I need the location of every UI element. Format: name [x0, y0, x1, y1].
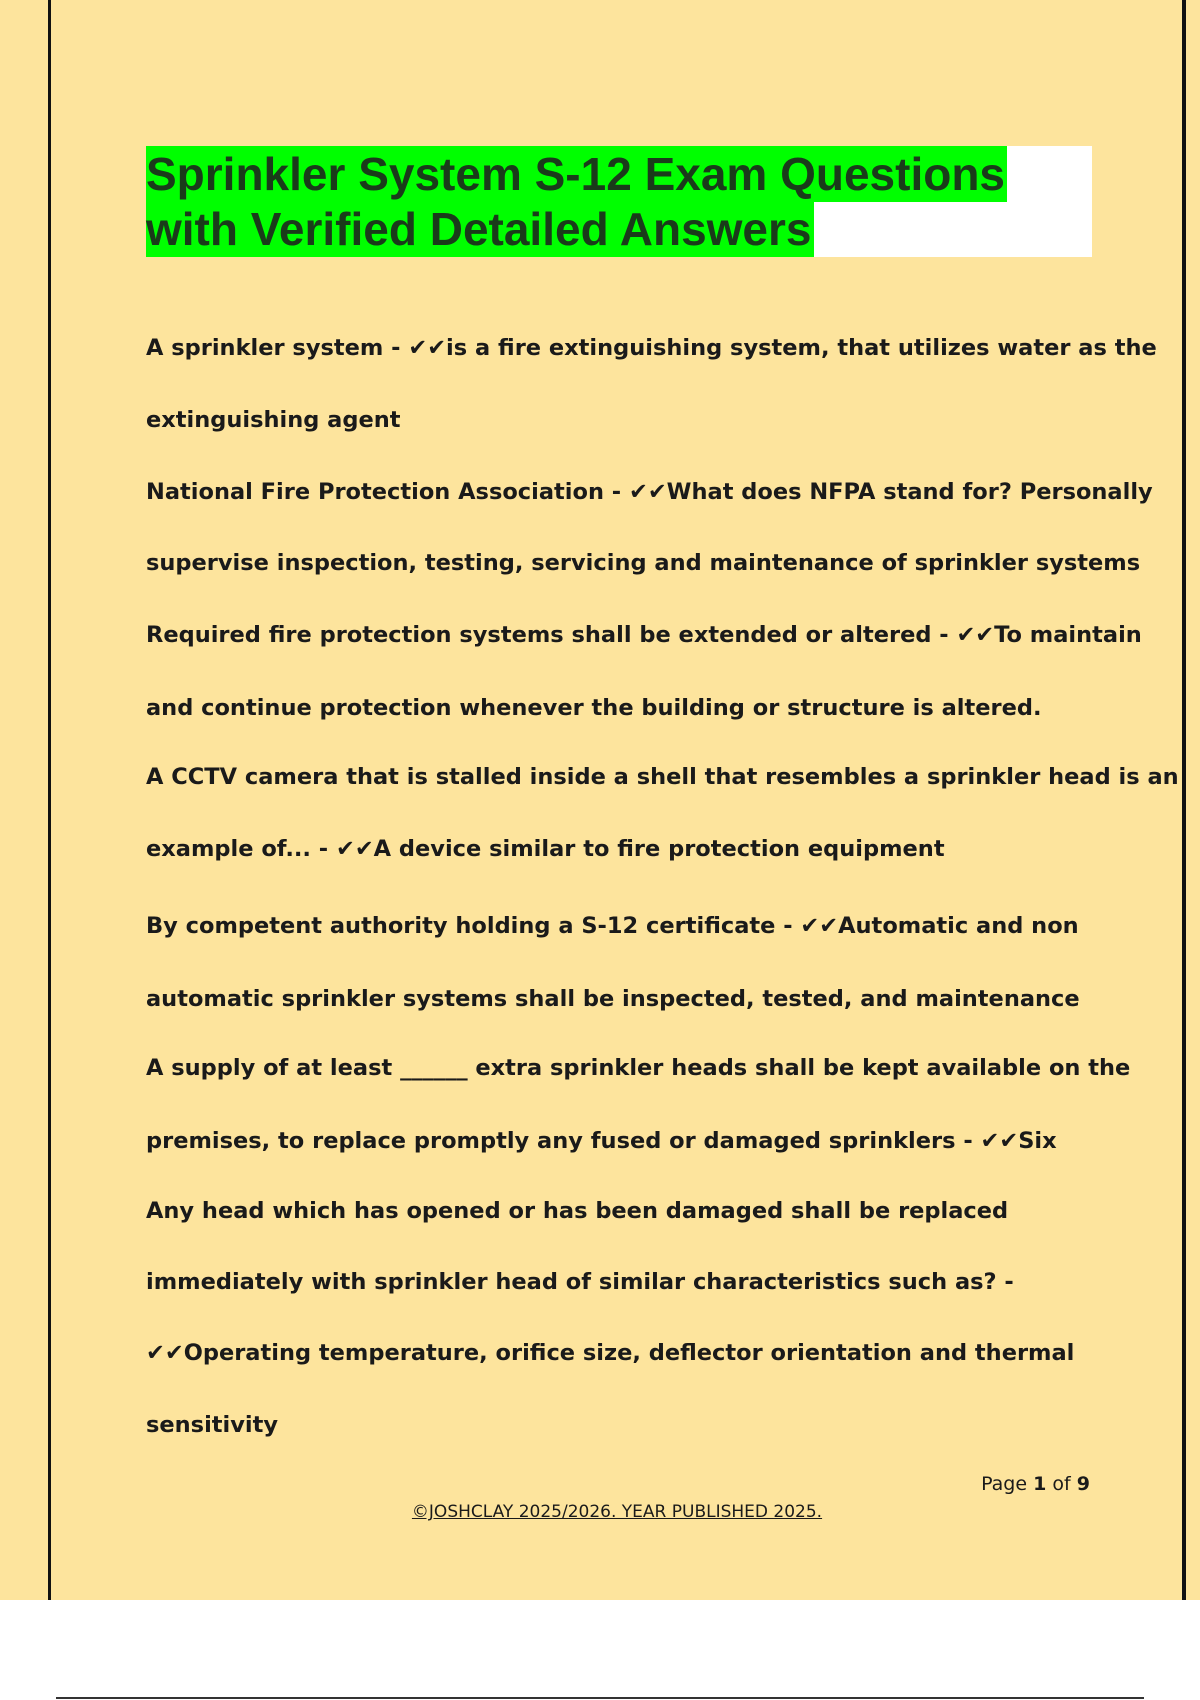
- qa-line: supervise inspection, testing, servicing and maintenance of sprinkler systems: [146, 550, 1141, 576]
- qa-line: A supply of at least ______ extra sprinkler heads shall be kept available on the: [146, 1055, 1131, 1081]
- qa-line: Any head which has opened or has been damaged shall be replaced: [146, 1198, 1009, 1224]
- qa-line: Required fire protection systems shall be extended or altered - ✔✔To maintain: [146, 622, 1142, 648]
- page-total: 9: [1076, 1473, 1090, 1495]
- qa-line: and continue protection whenever the building or structure is altered.: [146, 695, 1042, 721]
- page-of: of: [1052, 1473, 1071, 1495]
- qa-line: A sprinkler system - ✔✔is a fire extinguishing system, that utilizes water as the: [146, 335, 1157, 361]
- page-current: 1: [1033, 1473, 1047, 1495]
- document-title-line-2: with Verified Detailed Answers: [146, 203, 812, 255]
- qa-line: ✔✔Operating temperature, orifice size, deflector orientation and thermal: [146, 1340, 1075, 1366]
- qa-line: National Fire Protection Association - ✔✔What does NFPA stand for? Personally: [146, 479, 1153, 505]
- qa-line: premises, to replace promptly any fused or damaged sprinklers - ✔✔Six: [146, 1128, 1057, 1154]
- qa-line: immediately with sprinkler head of similar characteristics such as? -: [146, 1269, 1014, 1295]
- page-right-border: [1182, 0, 1186, 1600]
- qa-line: automatic sprinkler systems shall be inspected, tested, and maintenance: [146, 986, 1080, 1012]
- copyright-notice: ©JOSHCLAY 2025/2026. YEAR PUBLISHED 2025.: [411, 1502, 823, 1522]
- page-left-border: [48, 0, 51, 1600]
- qa-line: A CCTV camera that is stalled inside a shell that resembles a sprinkler head is an: [146, 764, 1179, 790]
- page-number: [960, 1473, 1090, 1495]
- footer-divider: [56, 1697, 1144, 1699]
- qa-line: By competent authority holding a S-12 certificate - ✔✔Automatic and non: [146, 913, 1079, 939]
- document-title-line-1: Sprinkler System S-12 Exam Questions: [146, 148, 1006, 200]
- qa-line: example of... - ✔✔A device similar to fire protection equipment: [146, 836, 945, 862]
- qa-line: extinguishing agent: [146, 407, 401, 433]
- qa-line: sensitivity: [146, 1412, 279, 1438]
- page-label: Page: [981, 1473, 1028, 1495]
